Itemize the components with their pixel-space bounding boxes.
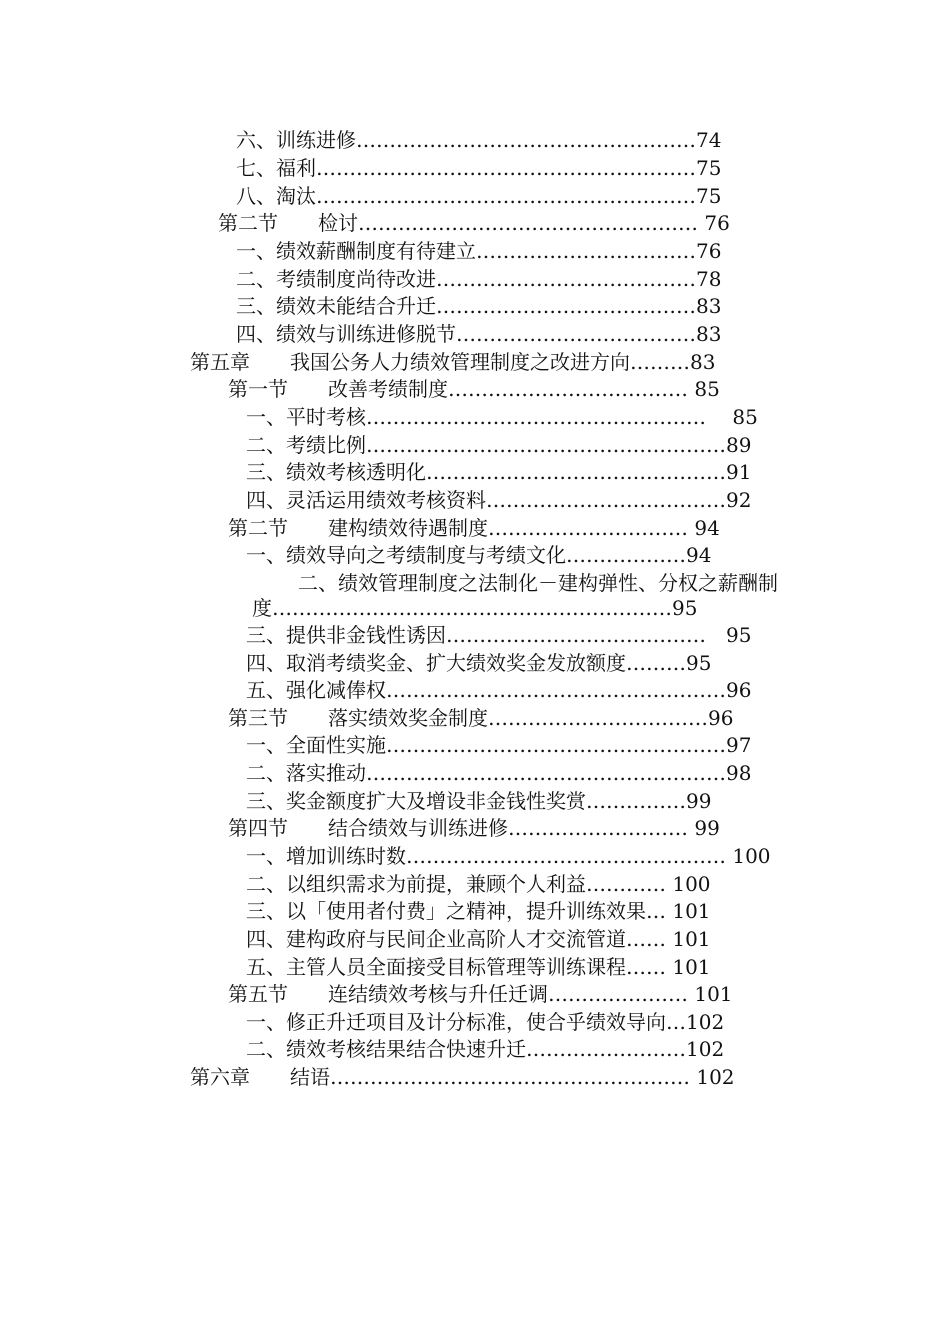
toc-entry xyxy=(246,925,711,953)
toc-section-heading xyxy=(228,980,733,1008)
toc-entry-text: 二、绩效管理制度之法制化－建构弹性、分权之薪酬制 xyxy=(298,571,778,595)
toc-entry xyxy=(246,458,751,486)
toc-entry-text: 四、灵活运用绩效考核资料………………………………92 xyxy=(246,488,752,512)
toc-entry xyxy=(246,731,751,759)
toc-chapter-heading xyxy=(190,1063,735,1091)
toc-entry xyxy=(236,126,721,154)
toc-entry-text: 八、淘汰…………………………………………………75 xyxy=(236,184,722,208)
toc-chapter-heading xyxy=(190,348,715,376)
toc-entry xyxy=(246,842,771,870)
toc-entry-text: 五、强化减俸权……………………………………………96 xyxy=(246,678,752,702)
toc-entry xyxy=(298,569,778,597)
toc-entry-text: 三、奖金额度扩大及增设非金钱性奖赏……………99 xyxy=(246,789,712,813)
toc-entry-text: 第二节 建构绩效待遇制度………………………… 94 xyxy=(228,516,720,540)
toc-entry-text: 一、增加训练时数………………………………………… 100 xyxy=(246,844,771,868)
toc-entry-text: 二、考绩比例………………………………………………89 xyxy=(246,433,752,457)
toc-entry xyxy=(236,265,721,293)
toc-entry xyxy=(246,787,711,815)
toc-entry-text: 第五节 连结绩效考核与升任迁调………………… 101 xyxy=(228,982,733,1006)
toc-entry xyxy=(246,897,711,925)
toc-entry-text: 七、福利…………………………………………………75 xyxy=(236,156,722,180)
toc-entry xyxy=(246,486,751,514)
toc-section-heading xyxy=(228,814,720,842)
toc-entry xyxy=(246,649,711,677)
toc-entry xyxy=(236,237,721,265)
toc-entry-text: 三、绩效考核透明化………………………………………91 xyxy=(246,460,752,484)
toc-entry-text: 二、绩效考核结果结合快速升迁……………………102 xyxy=(246,1037,725,1061)
toc-entry xyxy=(236,154,721,182)
toc-entry xyxy=(246,541,711,569)
toc-section-heading xyxy=(218,209,730,237)
toc-entry-text: 一、平时考核…………………………………………… 85 xyxy=(246,405,758,429)
toc-entry-text: 一、全面性实施……………………………………………97 xyxy=(246,733,752,757)
toc-section-heading xyxy=(228,704,733,732)
toc-entry-text: 三、提供非金钱性诱因………………………………… 95 xyxy=(246,623,752,647)
toc-entry-text: 第二节 检讨…………………………………………… 76 xyxy=(218,211,730,235)
toc-entry-text: 三、绩效未能结合升迁…………………………………83 xyxy=(236,294,722,318)
toc-entry-text: 四、建构政府与民间企业高阶人才交流管道…… 101 xyxy=(246,927,711,951)
toc-entry-text: 六、训练进修……………………………………………74 xyxy=(236,128,722,152)
toc-entry-text: 一、绩效导向之考绩制度与考绩文化………………94 xyxy=(246,543,712,567)
toc-entry xyxy=(236,320,721,348)
toc-section-heading xyxy=(228,514,720,542)
toc-entry-text: 第五章 我国公务人力绩效管理制度之改进方向………83 xyxy=(190,350,716,374)
toc-entry-text: 一、绩效薪酬制度有待建立……………………………76 xyxy=(236,239,722,263)
toc-entry-continuation xyxy=(252,594,697,622)
toc-entry xyxy=(246,1008,724,1036)
toc-section-heading xyxy=(228,375,720,403)
toc-entry-text: 四、绩效与训练进修脱节………………………………83 xyxy=(236,322,722,346)
toc-entry-text: 第四节 结合绩效与训练进修……………………… 99 xyxy=(228,816,720,840)
toc-entry xyxy=(236,182,721,210)
toc-entry-text: 三、以「使用者付费」之精神，提升训练效果… 101 xyxy=(246,899,711,923)
toc-entry-text: 二、落实推动………………………………………………98 xyxy=(246,761,752,785)
toc-entry xyxy=(246,870,711,898)
toc-entry xyxy=(246,621,751,649)
toc-entry-text: 二、考绩制度尚待改进…………………………………78 xyxy=(236,267,722,291)
toc-entry-text: 五、主管人员全面接受目标管理等训练课程…… 101 xyxy=(246,955,711,979)
toc-entry-text: 二、以组织需求为前提，兼顾个人利益………… 100 xyxy=(246,872,711,896)
toc-entry xyxy=(246,676,751,704)
toc-entry-text: 度……………………………………………………95 xyxy=(252,596,698,620)
toc-entry-text: 四、取消考绩奖金、扩大绩效奖金发放额度………95 xyxy=(246,651,712,675)
toc-entry-text: 第六章 结语……………………………………………… 102 xyxy=(190,1065,735,1089)
toc-entry xyxy=(246,403,758,431)
toc-entry xyxy=(246,1035,724,1063)
toc-entry xyxy=(246,759,751,787)
toc-entry-text: 第三节 落实绩效奖金制度……………………………96 xyxy=(228,706,734,730)
toc-entry xyxy=(246,431,751,459)
toc-entry xyxy=(246,953,711,981)
toc-entry xyxy=(236,292,721,320)
toc-entry-text: 一、修正升迁项目及计分标准，使合乎绩效导向…102 xyxy=(246,1010,725,1034)
toc-entry-text: 第一节 改善考绩制度……………………………… 85 xyxy=(228,377,720,401)
